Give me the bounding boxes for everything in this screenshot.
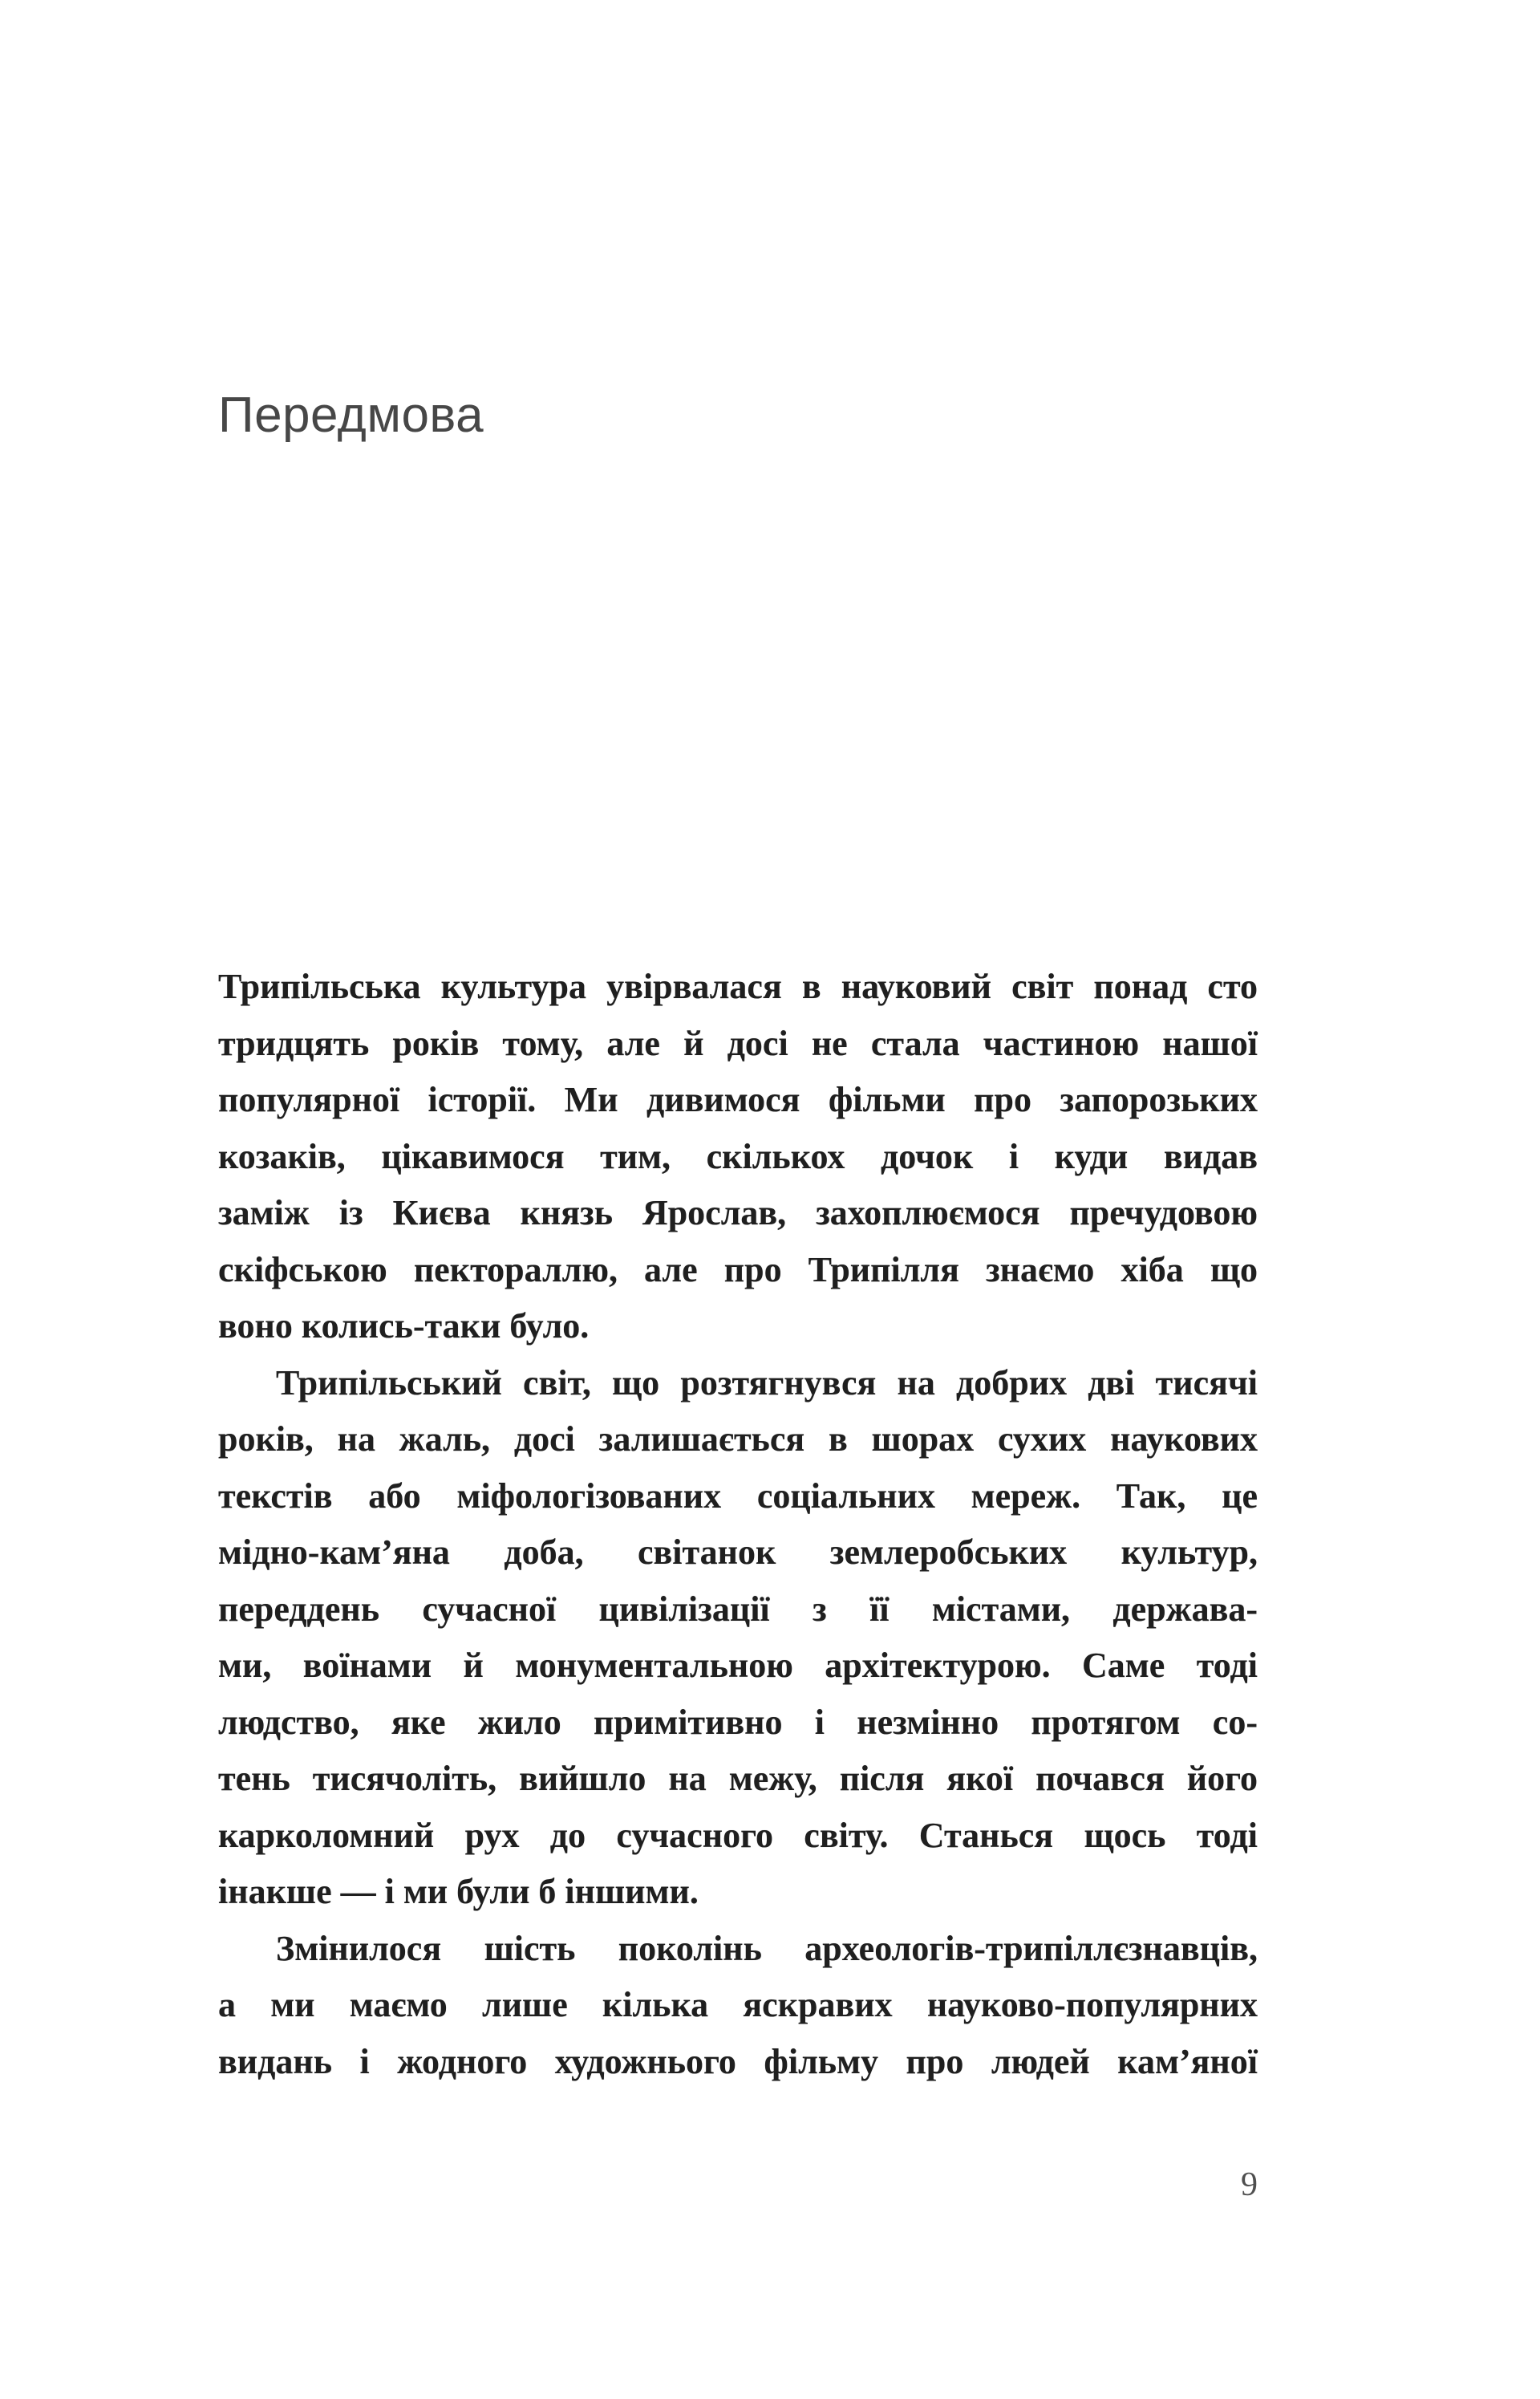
body-text-line: тень тисячоліть, вийшло на межу, після якої почався його [218, 1759, 1258, 1798]
body-text-line: інакше — і ми були б іншими. [218, 1872, 699, 1911]
body-text-line: людство, яке жило примітивно і незмінно протягом со- [218, 1702, 1258, 1742]
body-text-line: карколомний рух до сучасного світу. Станься щось тоді [218, 1815, 1258, 1855]
body-text-line: заміж із Києва князь Ярослав, захоплюємося пречудовою [218, 1193, 1258, 1232]
body-text-line: переддень сучасної цивілізації з її містами, держава- [218, 1589, 1258, 1629]
body-text-line: популярної історії. Ми дивимося фільми про запорозьких [218, 1080, 1258, 1119]
body-text-line: років, на жаль, досі залишається в шорах сухих наукових [218, 1419, 1258, 1459]
body-text-block [218, 959, 1258, 2090]
body-text-line: видань і жодного художнього фільму про людей кам’яної [218, 2041, 1258, 2081]
body-text-line: а ми маємо лише кілька яскравих науково-популярних [218, 1985, 1258, 2024]
body-text-line: текстів або міфологізованих соціальних мереж. Так, це [218, 1476, 1258, 1516]
body-text-line: Змінилося шість поколінь археологів-трипіллєзнавців, [276, 1928, 1258, 1968]
body-text-line: тридцять років тому, але й досі не стала частиною нашої [218, 1023, 1258, 1063]
chapter-title: Передмова [218, 388, 484, 443]
page-number: 9 [1241, 2166, 1258, 2203]
body-text-line: Трипільський світ, що розтягнувся на добрих дві тисячі [276, 1362, 1258, 1402]
body-text-line: воно колись-таки було. [218, 1306, 590, 1346]
body-text-line: мідно-кам’яна доба, світанок землеробських культур, [218, 1532, 1258, 1572]
body-text-line: ми, воїнами й монументальною архітектурою. Саме тоді [218, 1646, 1258, 1685]
body-text-line: козаків, цікавимося тим, скількох дочок і куди видав [218, 1136, 1258, 1176]
body-text-line: скіфською пектораллю, але про Трипілля знаємо хіба що [218, 1249, 1258, 1289]
body-text-line: Трипільська культура увірвалася в науковий світ понад сто [218, 967, 1258, 1006]
